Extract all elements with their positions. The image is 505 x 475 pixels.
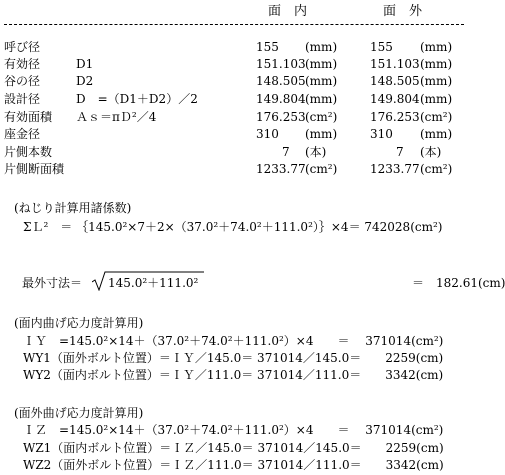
row-in-unit: (cm²): [305, 110, 338, 124]
row-out-value: 155: [370, 40, 393, 54]
row-label: 設計径: [4, 92, 41, 106]
row-in-unit: (cm²): [305, 162, 338, 176]
row-in-value: 1233.77: [256, 162, 306, 176]
row-out-value: 7: [396, 145, 404, 159]
row-in-unit: (mm): [305, 127, 338, 141]
row-out-value: 149.804: [370, 92, 420, 106]
in-plane-title: (面内曲げ応力度計算用): [14, 316, 144, 330]
row-out-value: 151.103: [370, 57, 420, 71]
row-in-unit: (mm): [305, 40, 338, 54]
out-plane-title: (面外曲げ応力度計算用): [14, 406, 144, 420]
row-out-unit: (本): [420, 145, 442, 159]
iz-formula: ＩＺ =145.0²×14＋（37.0²＋74.0²＋111.0²）×4 ＝ 371014(cm²): [23, 423, 444, 437]
row-label: 片側断面積: [4, 162, 65, 176]
row-out-value: 148.505: [370, 74, 420, 88]
row-formula: Ａｓ＝πＤ²／4: [76, 110, 157, 124]
row-formula: D =（D1＋D2）／2: [76, 92, 198, 106]
row-out-unit: (mm): [420, 92, 453, 106]
wz1-formula: WZ1（面内ボルト位置）＝ＩＺ／145.0＝ 371014／145.0＝ 2259(cm): [23, 441, 444, 455]
row-in-value: 148.505: [256, 74, 306, 88]
row-formula: D1: [76, 57, 94, 71]
row-in-value: 155: [256, 40, 279, 54]
row-label: 呼び径: [4, 40, 41, 54]
iy-formula: ＩＹ =145.0²×14＋（37.0²＋74.0²＋111.0²）×4 ＝ 371014(cm²): [23, 334, 444, 348]
row-in-unit: (mm): [305, 74, 338, 88]
sum-l-formula: ΣＬ² ＝ ｛145.0²×7＋2×（37.0²＋74.0²＋111.0²）｝×4＝ 742028(cm²): [23, 220, 443, 234]
row-in-unit: (本): [305, 145, 327, 159]
row-out-value: 1233.77: [370, 162, 420, 176]
row-in-value: 176.253: [256, 110, 306, 124]
header-in-plane: 面 内: [268, 4, 308, 19]
row-formula: D2: [76, 74, 94, 88]
row-label: 有効面積: [4, 110, 53, 124]
row-label: 有効径: [4, 57, 41, 71]
row-out-unit: (mm): [420, 57, 453, 71]
header-out-plane: 面 外: [383, 4, 423, 19]
max-dim-value: ＝ 182.61(cm): [412, 276, 505, 290]
row-label: 谷の径: [4, 74, 41, 88]
row-in-unit: (mm): [305, 57, 338, 71]
wy2-formula: WY2（面内ボルト位置）＝ＩＹ／111.0＝ 371014／111.0＝ 3342(cm): [23, 368, 444, 382]
row-label: 片側本数: [4, 145, 53, 159]
wy1-formula: WY1（面外ボルト位置）＝ＩＹ／145.0＝ 371014／145.0＝ 2259(cm): [23, 351, 444, 365]
row-out-unit: (cm²): [420, 162, 453, 176]
row-in-unit: (mm): [305, 92, 338, 106]
row-out-unit: (mm): [420, 40, 453, 54]
row-in-value: 7: [282, 145, 290, 159]
row-in-value: 151.103: [256, 57, 306, 71]
row-in-value: 310: [256, 127, 279, 141]
row-label: 座金径: [4, 127, 41, 141]
wz2-formula: WZ2（面外ボルト位置）＝ＩＺ／111.0＝ 371014／111.0＝ 3342(cm): [23, 458, 444, 472]
row-out-value: 310: [370, 127, 393, 141]
row-out-unit: (cm²): [420, 110, 453, 124]
max-dim-label: 最外寸法＝: [22, 276, 83, 290]
coef-title: (ねじり計算用諸係数): [14, 201, 132, 215]
row-out-unit: (mm): [420, 74, 453, 88]
row-in-value: 149.804: [256, 92, 306, 106]
max-dim-radicand: 145.0²＋111.0²: [108, 276, 199, 290]
header-divider: [4, 24, 464, 25]
row-out-value: 176.253: [370, 110, 420, 124]
row-out-unit: (mm): [420, 127, 453, 141]
